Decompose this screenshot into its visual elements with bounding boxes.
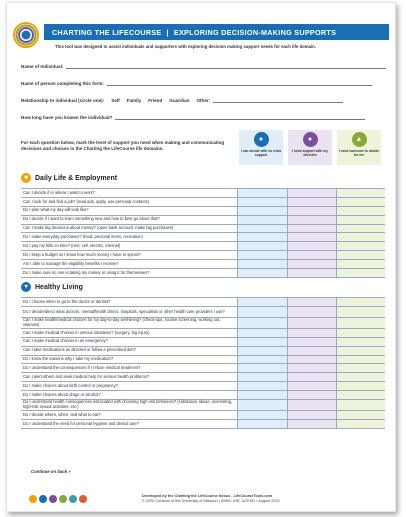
- answer-cell-decide-for-me[interactable]: [336, 420, 385, 428]
- answer-cell-decide-for-me[interactable]: [336, 329, 385, 337]
- answer-cell-need-support[interactable]: [287, 391, 336, 399]
- instructions-text: For each question below, mark the level of support you need when making and communicating decisions and choices in the Charting the LifeCourse life domains.: [21, 140, 225, 151]
- answer-cell-no-support[interactable]: [237, 207, 286, 215]
- choice-label: I need someone to decide for me: [338, 149, 380, 157]
- answer-cell-decide-for-me[interactable]: [336, 307, 385, 317]
- table-row: [21, 198, 385, 207]
- briefcase-icon: ■: [21, 173, 31, 183]
- domain-circle-icon: [79, 495, 87, 503]
- answer-cell-decide-for-me[interactable]: [336, 225, 385, 233]
- choice-column-no-support: [239, 130, 283, 165]
- question-text: Do I understand the consequences if I refuse medical treatment?: [23, 365, 141, 371]
- question-text: Can I take medications as directed or follow a prescribed diet?: [23, 347, 136, 353]
- answer-cell-decide-for-me[interactable]: [336, 400, 385, 410]
- answer-cell-need-support[interactable]: [287, 198, 336, 206]
- relationship-option-other[interactable]: Other:: [196, 98, 211, 103]
- question-text: Can I make medical choices in serious situations? (surgery, big injury): [23, 329, 150, 335]
- answer-cell-decide-for-me[interactable]: [336, 373, 385, 381]
- field-label: Relationship to individual (circle one):: [21, 98, 105, 103]
- domain-circle-icon: [59, 495, 67, 503]
- footer-line-1: Developed by the Charting the LifeCourse Nexus - LifeCourseTools.com: [142, 494, 273, 498]
- answer-cell-no-support[interactable]: [237, 382, 286, 390]
- document-sheet: [6, 2, 396, 512]
- relationship-option-family[interactable]: Family: [126, 98, 142, 103]
- answer-cell-decide-for-me[interactable]: [336, 411, 385, 419]
- table-row: [21, 207, 385, 216]
- name-individual-input[interactable]: [66, 63, 386, 69]
- person-icon: ●: [254, 132, 269, 147]
- question-text: Do I know the reasons why I take my medication?: [23, 356, 114, 362]
- question-text: Do I keep a budget so I know how much money I have to spend?: [23, 251, 141, 257]
- question-text: Do I plan what my day will look like?: [23, 207, 89, 213]
- field-relationship: [21, 97, 343, 103]
- question-text: Do I decide where, when, and what to eat?: [23, 411, 101, 417]
- answer-cell-decide-for-me[interactable]: [336, 251, 385, 259]
- domain-circle-icon: [69, 495, 77, 503]
- answer-cell-no-support[interactable]: [237, 233, 286, 241]
- answer-cell-need-support[interactable]: [287, 233, 336, 241]
- answer-cell-need-support[interactable]: [287, 420, 336, 428]
- answer-cell-decide-for-me[interactable]: [336, 216, 385, 224]
- answer-cell-no-support[interactable]: [237, 260, 286, 268]
- answer-cell-decide-for-me[interactable]: [336, 338, 385, 346]
- table-row: [21, 188, 385, 198]
- choice-label: I need support with my decision: [292, 149, 328, 157]
- answer-cell-no-support[interactable]: [237, 225, 286, 233]
- lifecourse-logo-icon: [13, 22, 39, 48]
- answer-cell-decide-for-me[interactable]: [336, 207, 385, 215]
- table-row: [21, 233, 385, 242]
- question-text: Can I alert others and seek medical help for serious health problems?: [23, 373, 150, 379]
- choice-column-decide-for-me: [337, 130, 381, 165]
- question-text: Do I make everyday purchases? (food, personal items, recreation): [23, 234, 143, 240]
- group-icon: ●: [303, 132, 318, 147]
- question-text: Do I make choices about drugs or alcohol?: [23, 391, 101, 397]
- domain-circle-icon: [49, 495, 57, 503]
- table-row: [21, 356, 385, 365]
- table-row: [21, 382, 385, 391]
- table-row: [21, 329, 385, 338]
- table-row: [21, 318, 385, 329]
- table-row: [21, 411, 385, 420]
- answer-cell-decide-for-me[interactable]: [336, 382, 385, 390]
- table-row: [21, 364, 385, 373]
- question-text: Can I decide if or where I want to work?: [23, 189, 95, 195]
- answer-cell-no-support[interactable]: [237, 347, 286, 355]
- answer-cell-decide-for-me[interactable]: [336, 233, 385, 241]
- answer-cell-decide-for-me[interactable]: [336, 269, 385, 277]
- answer-cell-no-support[interactable]: [237, 318, 286, 328]
- answer-cell-need-support[interactable]: [287, 269, 336, 277]
- table-row: [21, 269, 385, 278]
- header-bar: [44, 24, 389, 40]
- relationship-option-friend[interactable]: Friend: [148, 98, 163, 103]
- table-row: [21, 338, 385, 347]
- domain-circle-icon: [39, 495, 47, 503]
- choice-label: I can decide with no extra support: [240, 149, 282, 157]
- question-text: Can I look for and find a job? (read ads, apply, use personal contacts): [23, 198, 149, 204]
- choice-column-need-support: [288, 130, 332, 165]
- question-text: Do I decide/direct what doctors, mental/health clinics, hospitals, specialists or other health care providers I use?: [23, 308, 225, 314]
- answer-cell-no-support[interactable]: [237, 242, 286, 250]
- question-text: Do I decide if I want to learn something new and how to best go about that?: [23, 216, 160, 222]
- table-row: [21, 242, 385, 251]
- answer-cell-need-support[interactable]: [287, 307, 336, 317]
- answer-cell-no-support[interactable]: [237, 189, 286, 197]
- domain-circle-icon: [29, 495, 37, 503]
- answer-cell-no-support[interactable]: [237, 269, 286, 277]
- how-long-input[interactable]: [115, 114, 365, 120]
- answer-cell-decide-for-me[interactable]: [336, 347, 385, 355]
- answer-cell-need-support[interactable]: [287, 411, 336, 419]
- answer-cell-need-support[interactable]: [287, 298, 336, 306]
- answer-cell-need-support[interactable]: [287, 225, 336, 233]
- answer-cell-need-support[interactable]: [287, 329, 336, 337]
- section-healthy-living-header: [21, 282, 83, 292]
- answer-cell-need-support[interactable]: [287, 207, 336, 215]
- answer-cell-decide-for-me[interactable]: [336, 260, 385, 268]
- answer-cell-decide-for-me[interactable]: [336, 298, 385, 306]
- table-row: [21, 216, 385, 225]
- answer-cell-need-support[interactable]: [287, 400, 336, 410]
- continue-on-back: Continue on back »: [31, 469, 71, 474]
- answer-cell-need-support[interactable]: [287, 373, 336, 381]
- answer-cell-need-support[interactable]: [287, 189, 336, 197]
- daily-life-question-table: [21, 188, 385, 278]
- answer-cell-need-support[interactable]: [287, 318, 336, 328]
- field-label: How long have you known the individual?: [21, 115, 113, 120]
- table-row: [21, 400, 385, 411]
- table-row: [21, 225, 385, 234]
- answer-cell-decide-for-me[interactable]: [336, 198, 385, 206]
- header-separator: |: [166, 27, 169, 37]
- name-person-input[interactable]: [107, 80, 372, 86]
- section-daily-life-header: [21, 173, 117, 183]
- table-row: [21, 260, 385, 269]
- question-text: Do I make sure no one is taking my money or using it for themselves?: [23, 269, 150, 275]
- footer-text: [142, 494, 280, 504]
- intro-text: This tool was designed to assist individuals and supporters with exploring decision making support needs for each life domain.: [55, 44, 316, 49]
- heart-icon: ♥: [21, 282, 31, 292]
- question-text: Can I make medical choices in an emergency?: [23, 338, 108, 344]
- answer-cell-no-support[interactable]: [237, 420, 286, 428]
- answer-cell-need-support[interactable]: [287, 364, 336, 372]
- section-title: Daily Life & Employment: [35, 174, 118, 182]
- table-row: [21, 373, 385, 382]
- answer-cell-decide-for-me[interactable]: [336, 391, 385, 399]
- answer-cell-need-support[interactable]: [287, 338, 336, 346]
- answer-cell-need-support[interactable]: [287, 216, 336, 224]
- answer-cell-no-support[interactable]: [237, 298, 286, 306]
- question-text: Am I able to manage the eligibility benefits I receive?: [23, 260, 119, 266]
- answer-cell-no-support[interactable]: [237, 373, 286, 381]
- answer-cell-need-support[interactable]: [287, 242, 336, 250]
- question-text: Can I make big decisions about money? (open bank account, make big purchases): [23, 225, 174, 231]
- answer-cell-need-support[interactable]: [287, 260, 336, 268]
- answer-cell-no-support[interactable]: [237, 364, 286, 372]
- question-text: Do I pay my bills on time? (rent, cell, electric, internet): [23, 242, 121, 248]
- answer-cell-decide-for-me[interactable]: [336, 364, 385, 372]
- building-icon: ▲: [352, 132, 367, 147]
- table-row: [21, 347, 385, 356]
- answer-cell-decide-for-me[interactable]: [336, 356, 385, 364]
- answer-cell-need-support[interactable]: [287, 356, 336, 364]
- question-text: Do I understand health consequences associated with choosing high risk behaviors? (substance abuse, overeating, high-risk sexual activities, etc.): [23, 399, 233, 410]
- field-label: Name of person completing this form:: [21, 81, 104, 86]
- question-text: Can I make health/medical choices for my day-to-day well-being? (check-ups, routine screening, working out, vitamins): [23, 317, 221, 327]
- section-title: Healthy Living: [35, 283, 83, 291]
- answer-cell-no-support[interactable]: [237, 391, 286, 399]
- healthy-living-question-table: [21, 297, 385, 429]
- header-title-left: CHARTING THE LIFECOURSE: [52, 27, 162, 37]
- table-row: [21, 420, 385, 429]
- answer-cell-no-support[interactable]: [237, 329, 286, 337]
- table-row: [21, 297, 385, 307]
- field-label: Name of Individual:: [21, 64, 64, 69]
- answer-cell-no-support[interactable]: [237, 307, 286, 317]
- footer-domain-icons: [29, 495, 89, 503]
- field-how-long: [21, 114, 365, 120]
- relationship-option-self[interactable]: Self: [111, 98, 120, 103]
- answer-cell-need-support[interactable]: [287, 382, 336, 390]
- footer-line-2: © 2020 Curators of the University of Missouri | UMKC IHD, UCEDD • August 2020: [142, 499, 280, 503]
- answer-cell-no-support[interactable]: [237, 216, 286, 224]
- question-text: Do I understand the need for personal hygiene and dental care?: [23, 420, 140, 426]
- answer-cell-no-support[interactable]: [237, 338, 286, 346]
- answer-cell-decide-for-me[interactable]: [336, 318, 385, 328]
- field-name-individual: [21, 63, 386, 69]
- table-row: [21, 307, 385, 318]
- table-row: [21, 251, 385, 260]
- answer-cell-need-support[interactable]: [287, 251, 336, 259]
- question-text: Do I choose when to go to the doctor or dentist?: [23, 298, 111, 304]
- answer-cell-no-support[interactable]: [237, 251, 286, 259]
- field-name-person: [21, 80, 372, 86]
- header-title-right: EXPLORING DECISION-MAKING SUPPORTS: [173, 27, 337, 37]
- answer-cell-decide-for-me[interactable]: [336, 242, 385, 250]
- relationship-option-guardian[interactable]: Guardian: [169, 98, 190, 103]
- answer-cell-no-support[interactable]: [237, 411, 286, 419]
- question-text: Do I make choices about birth control or pregnancy?: [23, 382, 118, 388]
- answer-cell-need-support[interactable]: [287, 347, 336, 355]
- answer-cell-no-support[interactable]: [237, 356, 286, 364]
- answer-cell-no-support[interactable]: [237, 400, 286, 410]
- answer-cell-decide-for-me[interactable]: [336, 189, 385, 197]
- relationship-other-input[interactable]: [213, 97, 343, 103]
- answer-cell-no-support[interactable]: [237, 198, 286, 206]
